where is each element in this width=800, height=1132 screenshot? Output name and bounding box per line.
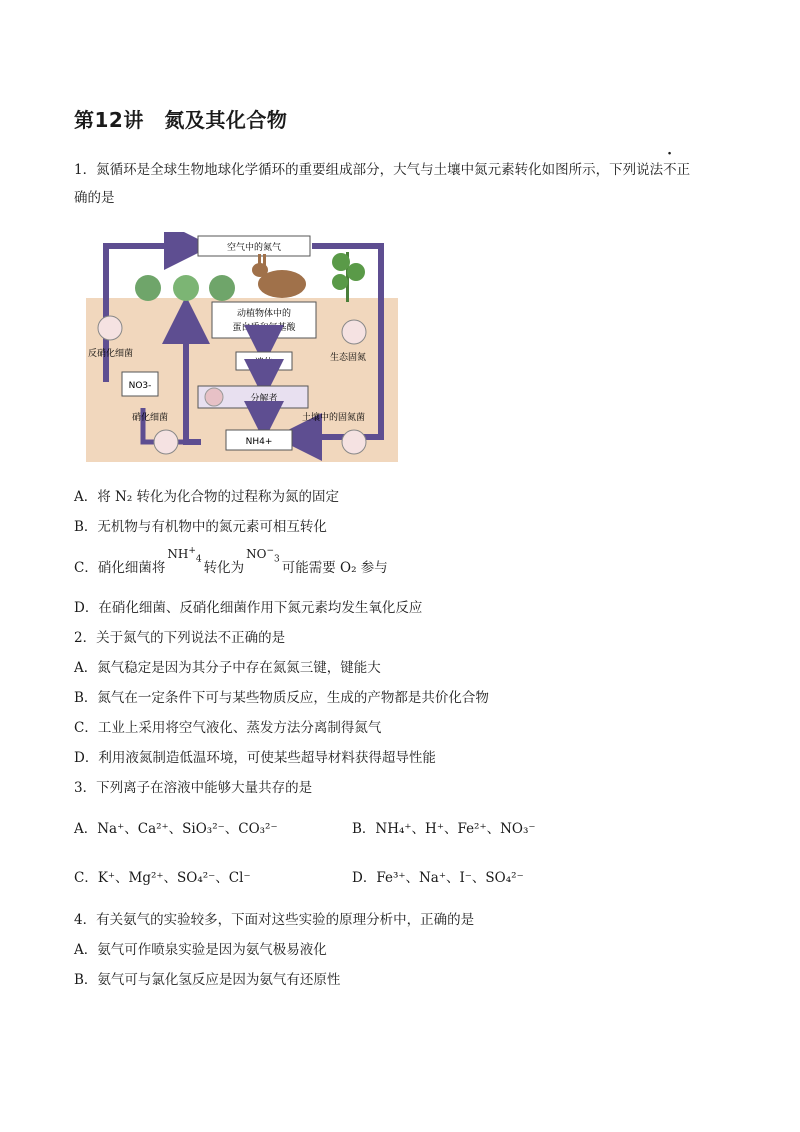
q2-option-d: D．利用液氮制造低温环境，可使某些超导材料获得超导性能 bbox=[74, 750, 436, 766]
q2-option-b: B．氮气在一定条件下可与某些物质反应，生成的产物都是共价化合物 bbox=[74, 690, 489, 706]
nitrogen-cycle-diagram bbox=[86, 232, 398, 462]
q4-option-b: B．氨气可与氯化氢反应是因为氨气有还原性 bbox=[74, 972, 341, 988]
page-title: 第12讲 氮及其化合物 bbox=[74, 108, 288, 132]
q1-stem-line2: 确的是 bbox=[74, 190, 115, 206]
q3-option-b: B．NH₄⁺、H⁺、Fe²⁺、NO₃⁻ bbox=[352, 821, 536, 837]
bacteria-icon bbox=[98, 316, 122, 340]
cabbage-icon bbox=[135, 275, 235, 301]
denitrify-label: 反硝化细菌 bbox=[88, 349, 134, 359]
q2-option-a: A．氮气稳定是因为其分子中存在氮氮三键，键能大 bbox=[74, 660, 381, 676]
q4-stem: 4．有关氨气的实验较多，下面对这些实验的原理分析中，正确的是 bbox=[74, 912, 475, 928]
soil-fixation-label: 土壤中的固氮菌 bbox=[302, 413, 366, 423]
q3-option-a: A．Na⁺、Ca²⁺、SiO₃²⁻、CO₃²⁻ bbox=[74, 821, 278, 837]
q1-option-c: C．硝化细菌将$NH^+_4$转化为$NO^-_3$可能需要 O₂ 参与 bbox=[74, 546, 388, 576]
q2-stem: 2．关于氮气的下列说法不正确的是 bbox=[74, 630, 286, 646]
svg-text:遗体: 遗体 bbox=[254, 358, 274, 368]
q1-option-a: A．将 N₂ 转化为化合物的过程称为氮的固定 bbox=[74, 489, 340, 505]
q1-stem-line1: 1．氮循环是全球生物地球化学循环的重要组成部分，大气与土壤中氮元素转化如图所示，下列说法不正 bbox=[74, 158, 690, 178]
bacteria-icon bbox=[342, 430, 366, 454]
bio-fixation-label: 生态固氮 bbox=[330, 353, 367, 363]
q1-stem-emphasis: 不正 bbox=[663, 162, 691, 178]
q4-option-a: A．氨气可作喷泉实验是因为氨气极易液化 bbox=[74, 942, 327, 958]
bacteria-icon bbox=[342, 320, 366, 344]
svg-text:蛋白质和氨基酸: 蛋白质和氨基酸 bbox=[232, 323, 296, 333]
q1-option-b: B．无机物与有机物中的氮元素可相互转化 bbox=[74, 519, 327, 535]
svg-text:动植物体中的: 动植物体中的 bbox=[236, 309, 292, 319]
nitrify-label: 硝化细菌 bbox=[132, 413, 169, 423]
bacteria-icon bbox=[154, 430, 178, 454]
svg-text:分解者: 分解者 bbox=[250, 394, 278, 404]
q2-option-c: C．工业上采用将空气液化、蒸发方法分离制得氮气 bbox=[74, 720, 382, 736]
q3-option-c: C．K⁺、Mg²⁺、SO₄²⁻、Cl⁻ bbox=[74, 870, 251, 886]
q3-stem: 3．下列离子在溶液中能够大量共存的是 bbox=[74, 780, 313, 796]
svg-text:NH4+: NH4+ bbox=[245, 437, 273, 447]
air-nitrogen-label: 空气中的氮气 bbox=[226, 243, 282, 253]
svg-text:NO3-: NO3- bbox=[128, 381, 152, 391]
q3-option-d: D．Fe³⁺、Na⁺、I⁻、SO₄²⁻ bbox=[352, 870, 524, 886]
q1-option-d: D．在硝化细菌、反硝化细菌作用下氮元素均发生氧化反应 bbox=[74, 600, 423, 616]
